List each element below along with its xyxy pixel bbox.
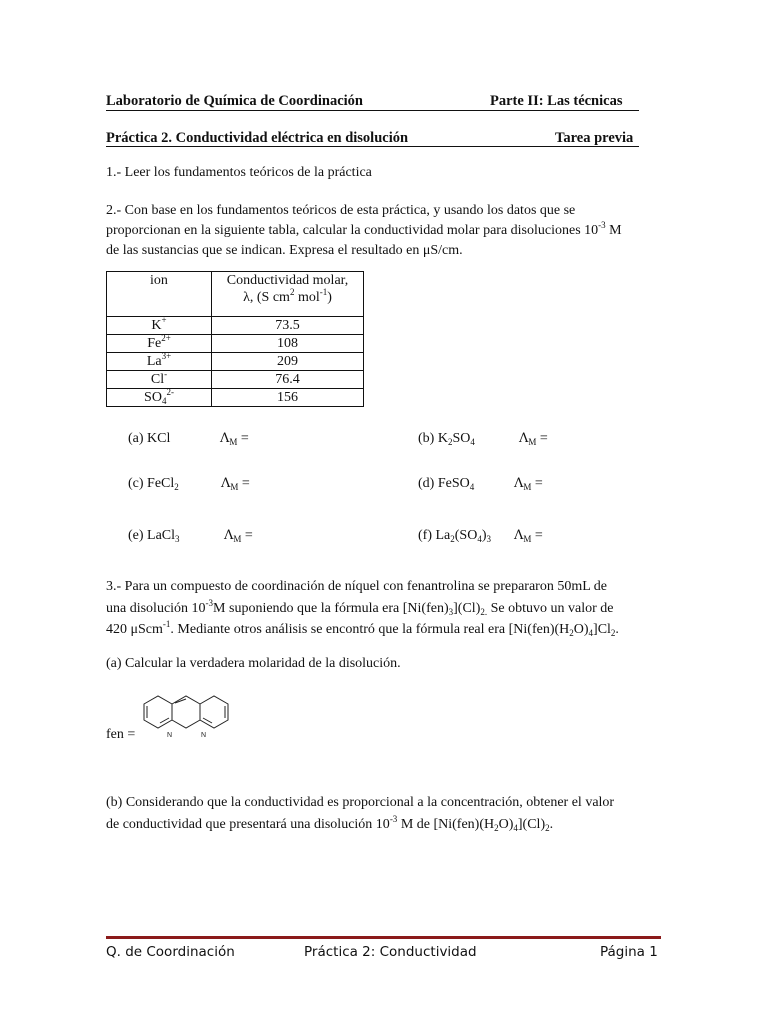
table-row (107, 371, 364, 389)
ion-cell: $SO_4^{2-}$ (107, 389, 212, 407)
value-cell: 76.4 (212, 371, 364, 389)
question-2-line-2: proporcionan en la siguiente tabla, calcular la conductividad molar para disoluciones $10^{-3}$ M (106, 220, 622, 238)
question-1: 1.- Leer los fundamentos teóricos de la práctica (106, 165, 372, 180)
table-row (107, 353, 364, 371)
answer-c-label: (c) FeCl$_2$ (128, 476, 179, 492)
part-label: Parte II: Las técnicas (490, 93, 623, 109)
conductivity-table (106, 271, 364, 407)
answer-e-lambda: $\Lambda_M$ = (224, 528, 253, 544)
answer-f-lambda: $\Lambda_M$ = (514, 528, 543, 544)
answer-a-label: (a) KCl (128, 431, 171, 446)
answer-b-lambda: $\Lambda_M$ = (519, 431, 548, 447)
question-3-line-1: 3.- Para un compuesto de coordinación de níquel con fenantrolina se prepararon 50mL de (106, 579, 607, 594)
table-header-ion: ion (107, 272, 212, 317)
footer-rule (106, 936, 661, 939)
question-2-line-1: 2.- Con base en los fundamentos teóricos de esta práctica, y usando los datos que se (106, 203, 576, 218)
value-cell: 156 (212, 389, 364, 407)
ion-cell: $Fe^{2+}$ (107, 335, 212, 353)
task-label: Tarea previa (555, 130, 634, 146)
svg-text:N: N (167, 732, 173, 739)
table-header-row (107, 272, 364, 317)
question-2-line-3: de las sustancias que se indican. Expresa el resultado en μS/cm. (106, 243, 463, 258)
footer-left: Q. de Coordinación (106, 944, 235, 960)
ion-cell: Cl- (107, 371, 212, 389)
question-2 (106, 201, 640, 261)
value-cell: 209 (212, 353, 364, 371)
table-row (107, 335, 364, 353)
question-3-part-b (106, 792, 666, 835)
question-3-part-b-line-1: (b) Considerando que la conductividad es proporcional a la concentración, obtener el valor (106, 795, 615, 810)
ion-cell: K+ (107, 317, 212, 335)
question-3-part-a: (a) Calcular la verdadera molaridad de la disolución. (106, 656, 401, 671)
question-3-line-3: 420 μScm$^{-1}$. Mediante otros análisis se encontró que la fórmula real era $[Ni(fen)(H_2O)_4]Cl_2$. (106, 619, 619, 638)
footer-center: Práctica 2: Conductividad (304, 944, 477, 960)
fen-label: fen = (106, 727, 136, 742)
phenanthroline-structure (140, 686, 232, 742)
answer-b-label: (b) $K_2SO_4$ (418, 431, 475, 447)
answer-d-lambda: $\Lambda_M$ = (514, 476, 543, 492)
footer-page-number: Página 1 (600, 944, 658, 960)
answer-a-lambda: $\Lambda_M$ = (220, 431, 249, 447)
value-cell: 108 (212, 335, 364, 353)
svg-text:N: N (201, 732, 207, 739)
header-underline-2 (106, 146, 639, 147)
answer-c-lambda: $\Lambda_M$ = (221, 476, 250, 492)
answer-e-label: (e) LaCl$_3$ (128, 528, 180, 544)
table-header-conductivity: Conductividad molar, λ, (S $cm^2$ mol$^{-1}$) (212, 272, 364, 317)
header-underline-1 (106, 110, 639, 111)
question-3-part-b-line-2: de conductividad que presentará una disolución $10^{-3}$ M de $[Ni(fen)(H_2O)_4](Cl)_2$. (106, 813, 554, 833)
question-3-line-2: una disolución $10^{-3}M$ suponiendo que la fórmula era $[Ni(fen)_3](Cl)_{2.}$ Se obtuvo un valor de (106, 597, 614, 617)
ion-cell: $La^{3+}$ (107, 353, 212, 371)
lab-title: Laboratorio de Química de Coordinación (106, 93, 363, 109)
table-row (107, 317, 364, 335)
value-cell: 73.5 (212, 317, 364, 335)
answer-d-label: (d) FeSO$_4$ (418, 476, 475, 492)
question-3 (106, 576, 666, 641)
practice-title: Práctica 2. Conductividad eléctrica en disolución (106, 130, 409, 146)
answer-f-label: (f) $La_2(SO_4)_3$ (418, 528, 491, 544)
table-row (107, 389, 364, 407)
